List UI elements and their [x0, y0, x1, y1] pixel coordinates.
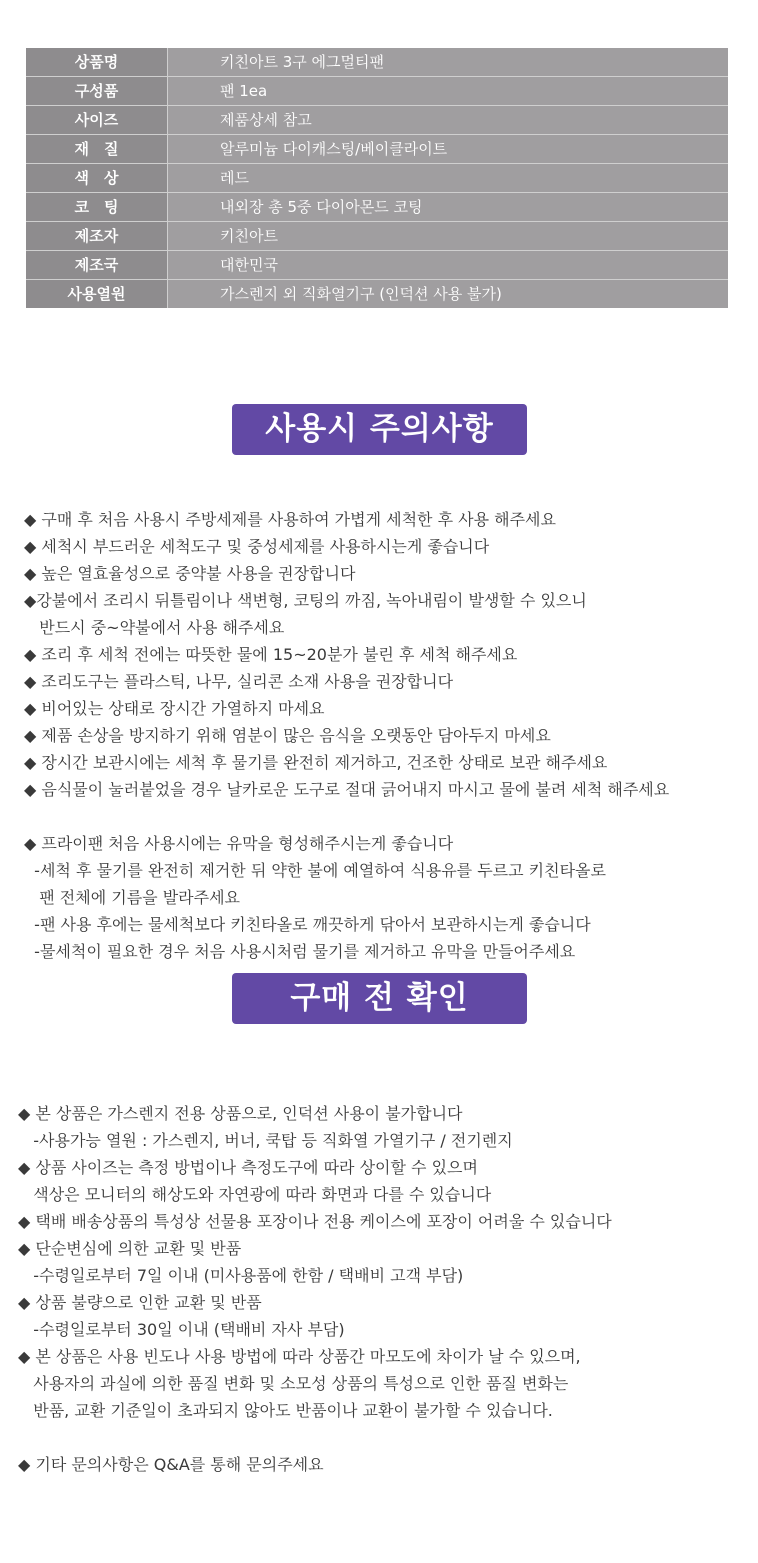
spec-key: 제조국: [26, 251, 168, 280]
note-line: ◆ 상품 불량으로 인한 교환 및 반품: [18, 1293, 262, 1312]
spec-key: 사이즈: [26, 106, 168, 135]
note-line: ◆ 프라이팬 처음 사용시에는 유막을 형성해주시는게 좋습니다: [24, 834, 454, 853]
note-line: -수령일로부터 7일 이내 (미사용품에 한함 / 택배비 고객 부담): [18, 1266, 464, 1285]
note-line: ◆ 세척시 부드러운 세척도구 및 중성세제를 사용하시는게 좋습니다: [24, 537, 490, 556]
note-line: ◆ 택배 배송상품의 특성상 선물용 포장이나 전용 케이스에 포장이 어려울 수 있습니다: [18, 1212, 612, 1231]
note-line: 반드시 중~약불에서 사용 해주세요: [24, 618, 285, 637]
spec-key: 사용열원: [26, 280, 168, 309]
spec-row: [26, 77, 728, 106]
caution-list: [24, 506, 669, 965]
spec-row: [26, 222, 728, 251]
note-line: ◆ 상품 사이즈는 측정 방법이나 측정도구에 따라 상이할 수 있으며: [18, 1158, 478, 1177]
note-line: 색상은 모니터의 해상도와 자연광에 따라 화면과 다를 수 있습니다: [18, 1185, 492, 1204]
spec-row: [26, 135, 728, 164]
spec-table-body: [26, 48, 728, 308]
spec-row: [26, 193, 728, 222]
note-line: ◆ 기타 문의사항은 Q&A를 통해 문의주세요: [18, 1455, 324, 1474]
note-line: ◆ 장시간 보관시에는 세척 후 물기를 완전히 제거하고, 건조한 상태로 보관 해주세요: [24, 753, 608, 772]
note-line: -물세척이 필요한 경우 처음 사용시처럼 물기를 제거하고 유막을 만들어주세요: [24, 942, 576, 961]
spec-value: 키친아트 3구 에그멀티팬: [168, 48, 729, 77]
note-line: -사용가능 열원 : 가스렌지, 버너, 쿡탑 등 직화열 가열기구 / 전기렌지: [18, 1131, 513, 1150]
spec-key: 구성품: [26, 77, 168, 106]
product-spec-table: [26, 48, 728, 308]
spec-value: 키친아트: [168, 222, 729, 251]
note-line: ◆ 조리 후 세척 전에는 따뜻한 물에 15~20분가 불린 후 세척 해주세요: [24, 645, 518, 664]
note-line: ◆ 조리도구는 플라스틱, 나무, 실리콘 소재 사용을 권장합니다: [24, 672, 454, 691]
note-line: ◆ 높은 열효율성으로 중약불 사용을 권장합니다: [24, 564, 356, 583]
caution-title-banner: 사용시 주의사항: [232, 404, 527, 455]
spec-row: [26, 251, 728, 280]
note-line: [24, 803, 669, 830]
spec-key: 색 상: [26, 164, 168, 193]
note-line: ◆ 본 상품은 사용 빈도나 사용 방법에 따라 상품간 마모도에 차이가 날 수 있으며,: [18, 1347, 581, 1366]
note-line: ◆ 제품 손상을 방지하기 위해 염분이 많은 음식을 오랫동안 담아두지 마세요: [24, 726, 551, 745]
note-line: [18, 1424, 612, 1451]
note-line: 반품, 교환 기준일이 초과되지 않아도 반품이나 교환이 불가할 수 있습니다.: [18, 1401, 553, 1420]
note-line: -팬 사용 후에는 물세척보다 키친타올로 깨끗하게 닦아서 보관하시는게 좋습니다: [24, 915, 591, 934]
spec-value: 대한민국: [168, 251, 729, 280]
spec-value: 내외장 총 5중 다이아몬드 코팅: [168, 193, 729, 222]
spec-value: 알루미늄 다이캐스팅/베이클라이트: [168, 135, 729, 164]
spec-key: 재 질: [26, 135, 168, 164]
spec-row: [26, 106, 728, 135]
spec-row: [26, 48, 728, 77]
spec-key: 코 팅: [26, 193, 168, 222]
spec-row: [26, 164, 728, 193]
note-line: 사용자의 과실에 의한 품질 변화 및 소모성 상품의 특성으로 인한 품질 변화는: [18, 1374, 569, 1393]
note-line: ◆강불에서 조리시 뒤틀림이나 색변형, 코팅의 까짐, 녹아내림이 발생할 수 있으니: [24, 591, 587, 610]
note-line: ◆ 단순변심에 의한 교환 및 반품: [18, 1239, 242, 1258]
note-line: -세척 후 물기를 완전히 제거한 뒤 약한 불에 예열하여 식용유를 두르고 키친타올로: [24, 861, 606, 880]
note-line: -수령일로부터 30일 이내 (택배비 자사 부담): [18, 1320, 345, 1339]
spec-value: 제품상세 참고: [168, 106, 729, 135]
note-line: ◆ 비어있는 상태로 장시간 가열하지 마세요: [24, 699, 325, 718]
note-line: ◆ 구매 후 처음 사용시 주방세제를 사용하여 가볍게 세척한 후 사용 해주세요: [24, 510, 556, 529]
spec-row: [26, 280, 728, 309]
note-line: 팬 전체에 기름을 발라주세요: [24, 888, 240, 907]
spec-value: 레드: [168, 164, 729, 193]
note-line: ◆ 음식물이 눌러붙었을 경우 날카로운 도구로 절대 긁어내지 마시고 물에 불려 세척 해주세요: [24, 780, 670, 799]
spec-key: 상품명: [26, 48, 168, 77]
spec-key: 제조자: [26, 222, 168, 251]
confirm-title-banner: 구매 전 확인: [232, 973, 527, 1024]
confirm-list: [18, 1100, 612, 1478]
note-line: ◆ 본 상품은 가스렌지 전용 상품으로, 인덕션 사용이 불가합니다: [18, 1104, 463, 1123]
spec-value: 팬 1ea: [168, 77, 729, 106]
spec-value: 가스렌지 외 직화열기구 (인덕션 사용 불가): [168, 280, 729, 309]
